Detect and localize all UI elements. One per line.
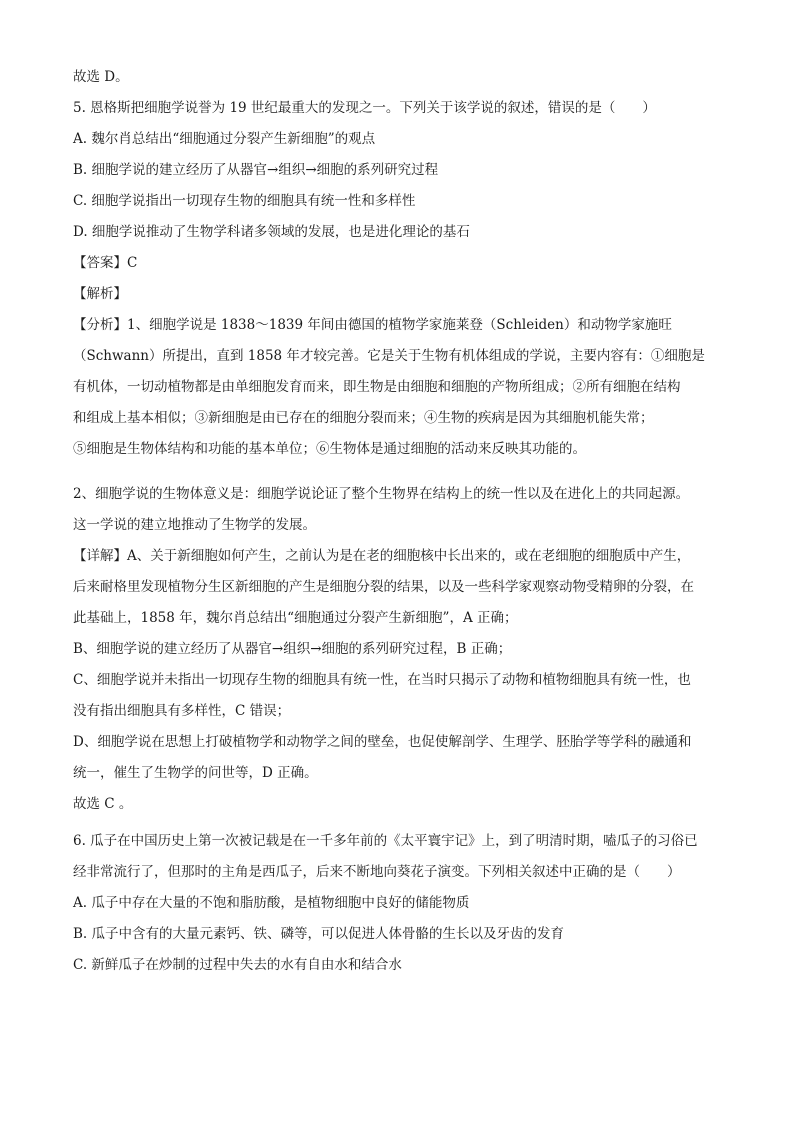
question-6-stem: 6. 瓜子在中国历史上第一次被记载是在一千多年前的《太平寰宇记》上，到了明清时期，嗑瓜子的习俗已 <box>73 833 698 849</box>
question-6-option-c: C. 新鲜瓜子在炒制的过程中失去的水有自由水和结合水 <box>73 957 402 973</box>
paragraph-gap <box>73 465 725 479</box>
question-6-option-b: B. 瓜子中含有的大量元素钙、铁、磷等，可以促进人体骨骼的生长以及牙齿的发育 <box>73 926 565 942</box>
analysis-text-line: 【分析】1、细胞学说是 1838～1839 年间由德国的植物学家施莱登（Schleiden）和动物学家施旺 <box>73 317 672 333</box>
question-5-option-c: C. 细胞学说指出一切现存生物的细胞具有统一性和多样性 <box>73 193 416 209</box>
analysis-text-line: 2、细胞学说的生物体意义是：细胞学说论证了整个生物界在结构上的统一性以及在进化上的共同起源。 <box>73 486 690 502</box>
answer-choice: 故选 C 。 <box>73 796 133 812</box>
answer-label: 【答案】C <box>73 255 138 271</box>
analysis-label: 【解析】 <box>73 286 127 302</box>
analysis-text-line: ⑤细胞是生物体结构和功能的基本单位；⑥生物体是通过细胞的活动来反映其功能的。 <box>73 441 586 457</box>
question-6-option-a: A. 瓜子中存在大量的不饱和脂肪酸，是植物细胞中良好的储能物质 <box>73 895 470 911</box>
detail-text-line: B、细胞学说的建立经历了从器官→组织→细胞的系列研究过程，B 正确； <box>73 641 512 657</box>
analysis-text-line: 这一学说的建立地推动了生物学的发展。 <box>73 517 316 533</box>
question-5-option-d: D. 细胞学说推动了生物学科诸多领域的发展，也是进化理论的基石 <box>73 224 470 240</box>
question-5-stem: 5. 恩格斯把细胞学说誉为 19 世纪最重大的发现之一。下列关于该学说的叙述，错误的是（ ） <box>73 100 656 116</box>
answer-choice-prev: 故选 D。 <box>73 69 129 85</box>
document-page <box>73 62 725 981</box>
analysis-text-line: 和组成上基本相似；③新细胞是由已存在的细胞分裂而来；④生物的疾病是因为其细胞机能失常； <box>73 410 654 426</box>
question-5-option-b: B. 细胞学说的建立经历了从器官→组织→细胞的系列研究过程 <box>73 162 439 178</box>
detail-text-line: 后来耐格里发现植物分生区新细胞的产生是细胞分裂的结果，以及一些科学家观察动物受精卵的分裂，在 <box>73 579 694 595</box>
analysis-text-line: 有机体，一切动植物都是由单细胞发育而来，即生物是由细胞和细胞的产物所组成；②所有细胞在结构 <box>73 379 681 395</box>
detail-text-line: 统一，催生了生物学的问世等，D 正确。 <box>73 765 318 781</box>
detail-text-line: 此基础上，1858 年，魏尔肖总结出“细胞通过分裂产生新细胞”，A 正确； <box>73 610 518 626</box>
question-6-stem: 经非常流行了，但那时的主角是西瓜子，后来不断地向葵花子演变。下列相关叙述中正确的是（ ） <box>73 864 681 880</box>
analysis-text-line: （Schwann）所提出，直到 1858 年才较完善。它是关于生物有机体组成的学说，主要内容有：①细胞是 <box>73 348 705 364</box>
question-5-option-a: A. 魏尔肖总结出“细胞通过分裂产生新细胞”的观点 <box>73 131 376 147</box>
detail-text-line: D、细胞学说在思想上打破植物学和动物学之间的壁垒，也促使解剖学、生理学、胚胎学等学科的融通和 <box>73 734 692 750</box>
detail-text-line: 【详解】A、关于新细胞如何产生，之前认为是在老的细胞核中长出来的，或在老细胞的细胞质中产生， <box>73 548 691 564</box>
detail-text-line: 没有指出细胞具有多样性，C 错误； <box>73 703 291 719</box>
detail-text-line: C、细胞学说并未指出一切现存生物的细胞具有统一性，在当时只揭示了动物和植物细胞具有统一性，也 <box>73 672 691 688</box>
